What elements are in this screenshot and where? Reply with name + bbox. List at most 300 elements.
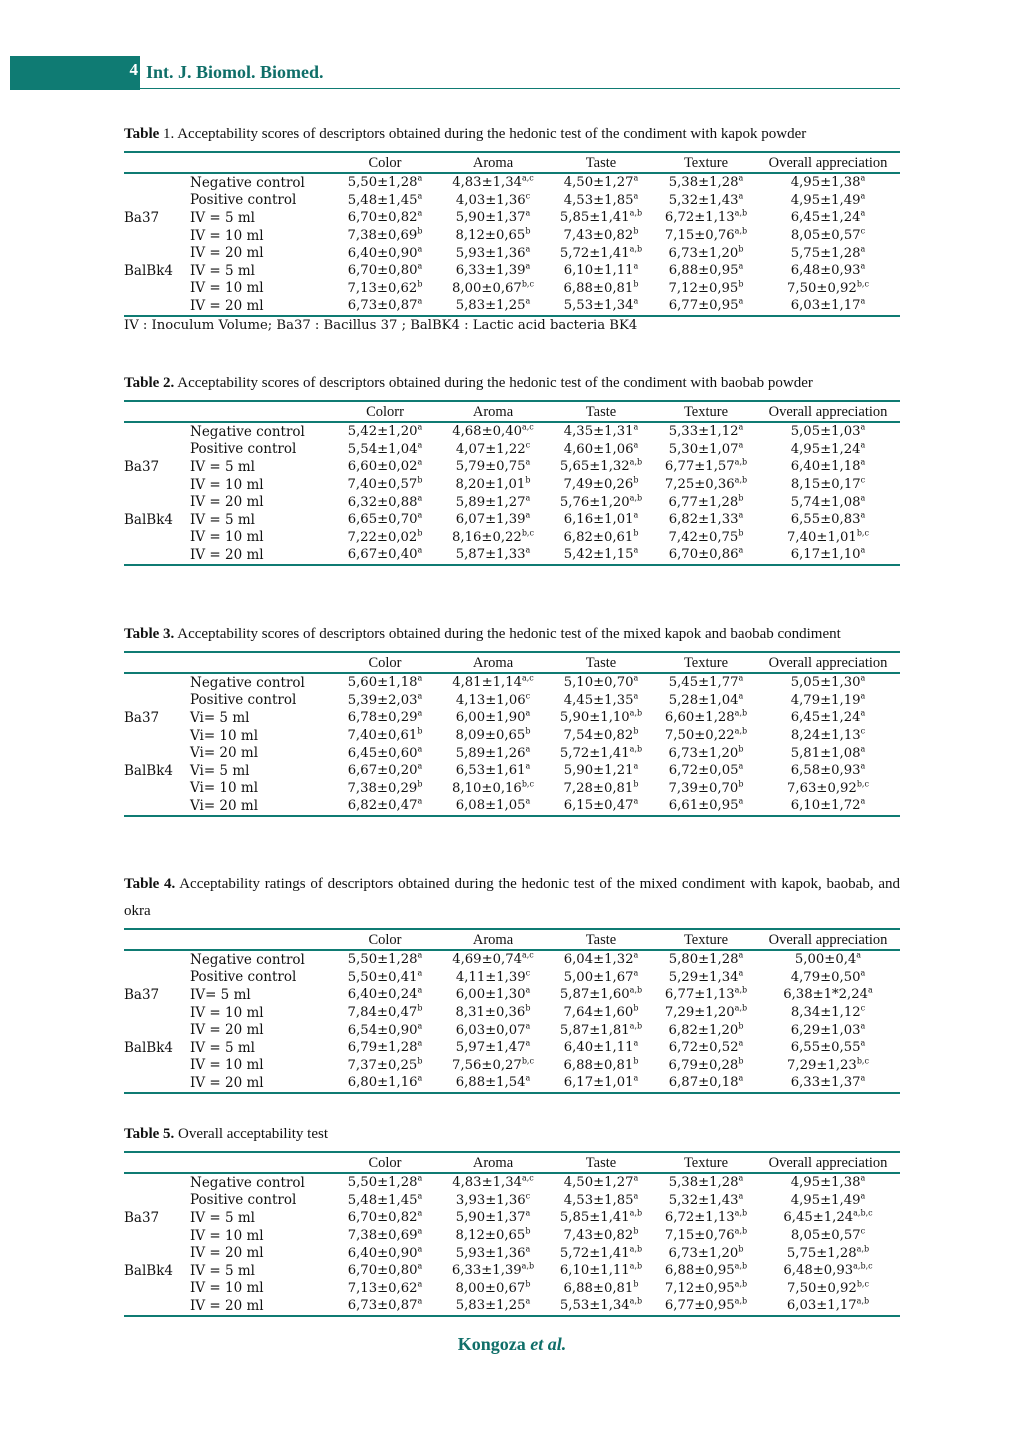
author-etal: et al. — [530, 1334, 567, 1354]
significance-letter: a — [417, 709, 423, 719]
score-cell — [330, 762, 440, 780]
score-value: 6,45±1,24 — [790, 210, 861, 226]
score-cell — [656, 529, 756, 547]
score-value: 6,82±1,20 — [668, 1022, 739, 1038]
score-cell — [656, 493, 756, 511]
row-label: Positive control — [190, 969, 297, 986]
table-header — [124, 1152, 900, 1173]
score-value: 6,03±0,07 — [455, 1022, 526, 1038]
score-cell — [330, 986, 440, 1004]
significance-letter: a,b — [629, 493, 643, 503]
score-value: 5,05±1,03 — [790, 424, 861, 440]
table-row — [124, 422, 900, 441]
score-value: 4,95±1,49 — [790, 192, 861, 208]
score-cell — [656, 1297, 756, 1316]
score-value: 3,93±1,36 — [455, 1192, 526, 1208]
row-group: Ba37 — [124, 709, 160, 726]
score-value: 4,13±1,06 — [455, 692, 526, 708]
score-value: 6,88±0,81 — [563, 1280, 634, 1296]
significance-letter: a — [738, 950, 744, 960]
row-group — [124, 493, 190, 511]
score-cell — [756, 1074, 900, 1093]
score-cell — [440, 986, 546, 1004]
significance-letter: a,b — [734, 986, 748, 996]
score-cell — [440, 1262, 546, 1280]
significance-letter: a — [525, 546, 531, 556]
table-row — [124, 1209, 900, 1227]
significance-letter: a — [860, 673, 866, 683]
score-cell — [656, 780, 756, 798]
significance-letter: a — [525, 1297, 531, 1307]
score-cell — [440, 1004, 546, 1022]
significance-letter: a,c — [521, 422, 534, 432]
score-value: 6,54±0,90 — [347, 1022, 418, 1038]
row-group — [124, 950, 190, 969]
score-value: 5,50±1,28 — [347, 175, 418, 191]
score-cell — [546, 441, 656, 459]
significance-letter: b — [417, 726, 423, 736]
row-group — [124, 1004, 190, 1022]
score-value: 4,83±1,34 — [452, 1175, 522, 1191]
table-caption — [124, 121, 900, 148]
score-cell — [656, 950, 756, 969]
column-header: Aroma — [440, 152, 546, 173]
score-cell — [656, 1192, 756, 1210]
significance-letter: a — [525, 458, 531, 468]
score-value: 5,50±0,41 — [347, 969, 418, 985]
significance-letter: a,c — [521, 950, 534, 960]
score-cell — [440, 673, 546, 692]
significance-letter: a — [860, 510, 866, 520]
row-label: IV = 5 ml — [190, 511, 255, 528]
table-row — [124, 950, 900, 969]
score-cell — [546, 511, 656, 529]
score-value: 8,10±0,16 — [452, 780, 522, 796]
score-value: 6,70±0,86 — [668, 547, 739, 563]
significance-letter: a — [417, 546, 423, 556]
significance-letter: b — [417, 475, 423, 485]
score-value: 5,39±2,03 — [347, 692, 418, 708]
significance-letter: a — [525, 1038, 531, 1048]
table-row — [124, 673, 900, 692]
score-cell — [330, 1021, 440, 1039]
score-cell — [440, 1297, 546, 1316]
score-value: 6,40±0,24 — [347, 987, 418, 1003]
significance-letter: a — [417, 261, 423, 271]
score-cell — [440, 1074, 546, 1093]
score-value: 6,70±0,80 — [347, 263, 418, 279]
table-caption-text: Acceptability scores of descriptors obtained during the hedonic test of the mixed kapok and baobab condiment — [177, 626, 841, 642]
row-label: IV = 10 ml — [190, 1227, 264, 1244]
score-cell — [546, 709, 656, 727]
row-group: BalBk4 — [124, 762, 173, 779]
header-blank — [190, 929, 330, 950]
significance-letter: a,b — [734, 1003, 748, 1013]
column-header: Texture — [656, 401, 756, 422]
score-value: 5,93±1,36 — [455, 245, 526, 261]
score-value: 5,10±0,70 — [563, 675, 634, 691]
score-value: 8,12±0,65 — [455, 228, 526, 244]
significance-letter: a — [417, 1021, 423, 1031]
score-value: 5,50±1,28 — [347, 952, 418, 968]
table-caption-text: 1. Acceptability scores of descriptors obtained during the hedonic test of the condiment with kapok powder — [163, 126, 807, 142]
row-group — [124, 280, 190, 298]
score-value: 7,22±0,02 — [347, 529, 418, 545]
score-cell — [756, 1209, 900, 1227]
score-cell — [440, 744, 546, 762]
score-value: 7,40±0,61 — [347, 728, 418, 744]
score-value: 6,04±1,32 — [563, 952, 634, 968]
significance-letter: a — [633, 261, 639, 271]
score-cell — [546, 797, 656, 816]
significance-letter: a — [738, 761, 744, 771]
significance-letter: a — [417, 297, 423, 307]
row-group — [124, 192, 190, 210]
score-cell — [756, 511, 900, 529]
score-value: 7,40±1,01 — [787, 529, 857, 545]
score-value: 4,50±1,27 — [563, 175, 634, 191]
score-value: 6,07±1,39 — [455, 512, 526, 528]
row-group — [124, 1244, 190, 1262]
significance-letter: a — [417, 1038, 423, 1048]
significance-letter: a,c — [521, 673, 534, 683]
score-cell — [546, 458, 656, 476]
significance-letter: c — [525, 968, 531, 978]
header-row — [124, 929, 900, 950]
significance-letter: a — [860, 1021, 866, 1031]
significance-letter: b,c — [856, 1279, 869, 1289]
score-value: 5,45±1,77 — [668, 675, 739, 691]
table-3 — [124, 621, 900, 817]
score-cell — [656, 673, 756, 692]
table-caption — [124, 370, 900, 397]
score-cell — [756, 692, 900, 710]
score-value: 6,82±0,47 — [347, 798, 418, 814]
score-cell — [656, 511, 756, 529]
significance-letter: a — [417, 1209, 423, 1219]
score-value: 6,33±1,39 — [455, 263, 526, 279]
row-label: IV = 5 ml — [190, 209, 255, 226]
significance-letter: a,b — [521, 1261, 535, 1271]
score-cell — [756, 1021, 900, 1039]
score-cell — [440, 262, 546, 280]
score-cell — [546, 1227, 656, 1245]
column-header: Taste — [546, 152, 656, 173]
row-group — [124, 227, 190, 245]
score-cell — [756, 969, 900, 987]
row-label: IV = 5 ml — [190, 262, 255, 279]
score-cell — [330, 969, 440, 987]
row-group — [124, 673, 190, 692]
score-cell — [756, 1039, 900, 1057]
score-cell — [546, 1280, 656, 1298]
score-value: 7,50±0,22 — [664, 728, 735, 744]
significance-letter: a — [860, 244, 866, 254]
score-value: 6,73±1,20 — [668, 745, 739, 761]
significance-letter: a,b — [629, 1209, 643, 1219]
column-header: Colorr — [330, 401, 440, 422]
score-value: 7,38±0,69 — [347, 1228, 418, 1244]
header-blank — [124, 652, 190, 673]
significance-letter: c — [860, 226, 866, 236]
significance-letter: b — [738, 244, 744, 254]
score-cell — [330, 780, 440, 798]
score-cell — [656, 209, 756, 227]
row-group — [124, 173, 190, 192]
column-header: Overall appreciation — [756, 652, 900, 673]
score-value: 6,60±0,02 — [347, 459, 418, 475]
score-cell — [756, 458, 900, 476]
row-group — [124, 1074, 190, 1093]
score-cell — [756, 744, 900, 762]
significance-letter: a,b — [734, 1226, 748, 1236]
row-group — [124, 1297, 190, 1316]
score-cell — [656, 1057, 756, 1075]
table-caption-text: Acceptability ratings of descriptors obtained during the hedonic test of the mixed condiment with kapok, baobab, and okra — [124, 876, 900, 919]
score-value: 6,45±1,24 — [790, 710, 861, 726]
table-header — [124, 401, 900, 422]
significance-letter: a,b — [856, 1297, 870, 1307]
score-value: 8,05±0,57 — [790, 1228, 861, 1244]
score-value: 4,68±0,40 — [452, 424, 522, 440]
significance-letter: b — [738, 528, 744, 538]
table-row — [124, 744, 900, 762]
row-label: IV = 10 ml — [190, 1280, 264, 1297]
significance-letter: a — [738, 173, 744, 183]
significance-letter: b — [633, 226, 639, 236]
row-group — [124, 780, 190, 798]
score-cell — [756, 244, 900, 262]
row-label: Vi= 20 ml — [190, 745, 259, 762]
table-body — [124, 173, 900, 316]
score-cell — [330, 1173, 440, 1192]
significance-letter: a — [417, 173, 423, 183]
table-row — [124, 209, 900, 227]
score-cell — [440, 762, 546, 780]
score-cell — [546, 727, 656, 745]
header-blank — [190, 652, 330, 673]
significance-letter: a — [633, 673, 639, 683]
table-row — [124, 280, 900, 298]
score-value: 7,13±0,62 — [347, 280, 418, 296]
significance-letter: a — [860, 440, 866, 450]
score-cell — [656, 1074, 756, 1093]
score-cell — [546, 744, 656, 762]
score-cell — [440, 458, 546, 476]
table-caption — [124, 1121, 900, 1148]
score-value: 6,55±0,55 — [790, 1040, 861, 1056]
score-cell — [440, 1280, 546, 1298]
significance-letter: a — [417, 440, 423, 450]
significance-letter: a — [417, 458, 423, 468]
table-body — [124, 422, 900, 565]
row-group — [124, 1192, 190, 1210]
score-value: 4,35±1,31 — [563, 424, 634, 440]
score-value: 4,45±1,35 — [563, 692, 634, 708]
score-value: 5,83±1,25 — [455, 1298, 526, 1314]
score-value: 5,32±1,43 — [668, 1192, 739, 1208]
score-value: 6,40±1,11 — [563, 1040, 634, 1056]
row-label: Vi= 10 ml — [190, 780, 259, 797]
table-row — [124, 1004, 900, 1022]
significance-letter: a — [860, 1191, 866, 1201]
score-cell — [330, 1057, 440, 1075]
score-value: 6,40±0,90 — [347, 1245, 418, 1261]
significance-letter: a — [633, 510, 639, 520]
significance-letter: a — [525, 261, 531, 271]
score-cell — [546, 262, 656, 280]
table-row — [124, 227, 900, 245]
footer-author — [0, 1334, 1024, 1355]
score-value: 5,75±1,28 — [786, 1245, 857, 1261]
score-cell — [756, 476, 900, 494]
column-header: Aroma — [440, 1152, 546, 1173]
significance-letter: a — [525, 1021, 531, 1031]
significance-letter: a — [633, 1173, 639, 1183]
score-value: 4,95±1,38 — [790, 1175, 861, 1191]
column-header: Taste — [546, 401, 656, 422]
score-cell — [546, 1192, 656, 1210]
score-value: 6,10±1,11 — [559, 1263, 630, 1279]
significance-letter: b — [633, 279, 639, 289]
journal-name: Int. J. Biomol. Biomed. — [146, 62, 324, 82]
data-table — [124, 651, 900, 817]
score-cell — [756, 1280, 900, 1298]
significance-letter: a — [525, 1209, 531, 1219]
significance-letter: a — [738, 261, 744, 271]
score-cell — [330, 1192, 440, 1210]
significance-letter: a,b — [629, 1021, 643, 1031]
score-cell — [330, 1297, 440, 1316]
significance-letter: a,b — [734, 1279, 748, 1289]
score-cell — [440, 797, 546, 816]
page-number: 4 — [129, 60, 138, 79]
score-cell — [330, 1074, 440, 1093]
significance-letter: a,b — [629, 1244, 643, 1254]
significance-letter: b — [633, 779, 639, 789]
score-cell — [656, 297, 756, 316]
score-value: 4,95±1,24 — [790, 441, 861, 457]
score-cell — [656, 1227, 756, 1245]
table-header — [124, 652, 900, 673]
score-cell — [756, 1244, 900, 1262]
score-cell — [546, 1244, 656, 1262]
table-2 — [124, 370, 900, 566]
significance-letter: a — [633, 797, 639, 807]
table-body — [124, 1173, 900, 1316]
header-row — [124, 401, 900, 422]
header-blank — [124, 401, 190, 422]
score-cell — [330, 1209, 440, 1227]
score-cell — [656, 1173, 756, 1192]
score-value: 7,42±0,75 — [668, 529, 739, 545]
score-value: 7,43±0,82 — [563, 228, 634, 244]
score-value: 5,05±1,30 — [790, 675, 861, 691]
significance-letter: a — [525, 209, 531, 219]
table-row — [124, 192, 900, 210]
score-cell — [440, 969, 546, 987]
score-value: 5,85±1,41 — [559, 210, 630, 226]
score-cell — [546, 422, 656, 441]
score-value: 5,89±1,26 — [455, 745, 526, 761]
row-label: Negative control — [190, 1174, 305, 1191]
significance-letter: a — [417, 209, 423, 219]
score-value: 6,82±0,61 — [563, 529, 634, 545]
significance-letter: b — [738, 1021, 744, 1031]
row-label: Positive control — [190, 192, 297, 209]
score-value: 8,24±1,13 — [790, 728, 861, 744]
score-value: 6,17±1,01 — [563, 1075, 634, 1091]
row-label: IV = 10 ml — [190, 476, 264, 493]
table-5 — [124, 1121, 900, 1317]
score-cell — [546, 493, 656, 511]
score-cell — [656, 546, 756, 565]
significance-letter: a — [417, 244, 423, 254]
score-value: 7,15±0,76 — [664, 1228, 735, 1244]
score-cell — [656, 476, 756, 494]
score-value: 5,72±1,41 — [559, 245, 630, 261]
table-row — [124, 709, 900, 727]
score-cell — [546, 297, 656, 316]
score-cell — [440, 209, 546, 227]
row-group — [124, 476, 190, 494]
score-cell — [330, 950, 440, 969]
score-value: 5,75±1,28 — [790, 245, 861, 261]
score-value: 8,05±0,57 — [790, 228, 861, 244]
table-row — [124, 529, 900, 547]
score-cell — [330, 476, 440, 494]
row-label: IV = 20 ml — [190, 297, 330, 316]
table-body — [124, 673, 900, 816]
score-value: 6,82±1,33 — [668, 512, 739, 528]
table-row — [124, 244, 900, 262]
significance-letter: b — [525, 1279, 531, 1289]
score-cell — [756, 529, 900, 547]
table-label: Table 5. — [124, 1126, 175, 1142]
score-value: 5,48±1,45 — [347, 1192, 418, 1208]
row-group: Ba37 — [124, 209, 160, 226]
score-cell — [546, 1004, 656, 1022]
score-cell — [756, 1057, 900, 1075]
significance-letter: b — [525, 475, 531, 485]
significance-letter: b — [633, 726, 639, 736]
score-value: 5,42±1,20 — [347, 424, 418, 440]
score-value: 6,00±1,90 — [455, 710, 526, 726]
score-value: 6,73±1,20 — [668, 245, 739, 261]
score-value: 6,03±1,17 — [790, 298, 861, 314]
row-label: Vi= 10 ml — [190, 727, 259, 744]
score-cell — [330, 1262, 440, 1280]
score-cell — [756, 727, 900, 745]
column-header: Color — [330, 1152, 440, 1173]
score-cell — [756, 1227, 900, 1245]
score-value: 4,79±1,19 — [790, 692, 861, 708]
row-label: Positive control — [190, 1192, 297, 1209]
score-value: 6,29±1,03 — [790, 1022, 861, 1038]
row-label: IV = 20 ml — [190, 1022, 264, 1039]
significance-letter: a — [860, 709, 866, 719]
score-value: 8,12±0,65 — [455, 1228, 526, 1244]
score-value: 7,50±0,92 — [787, 1280, 857, 1296]
score-cell — [330, 458, 440, 476]
score-cell — [656, 1244, 756, 1262]
score-cell — [546, 173, 656, 192]
significance-letter: a — [860, 744, 866, 754]
score-cell — [330, 709, 440, 727]
significance-letter: a — [860, 1173, 866, 1183]
score-value: 7,15±0,76 — [664, 228, 735, 244]
score-cell — [440, 493, 546, 511]
